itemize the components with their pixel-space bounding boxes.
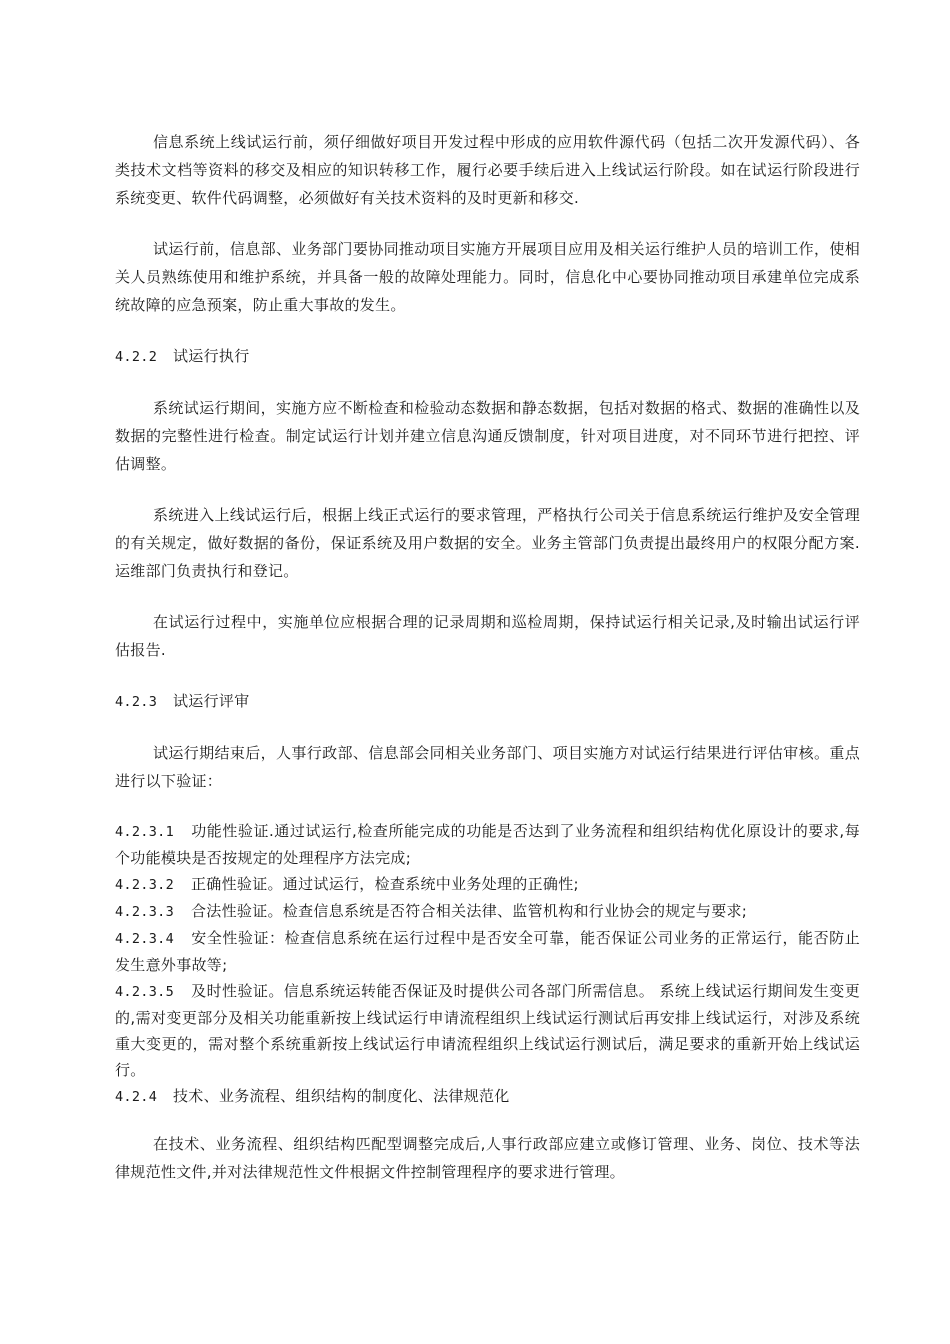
- item-number: 4.2.3.1: [115, 824, 174, 840]
- list-item: [115, 871, 860, 898]
- item-number: 4.2.3.3: [115, 904, 174, 920]
- section-title: 技术、业务流程、组织结构的制度化、法律规范化: [173, 1087, 510, 1105]
- paragraph-security: 系统进入上线试运行后，根据上线正式运行的要求管理，严格执行公司关于信息系统运行维护及安全管理的有关规定，做好数据的备份，保证系统及用户数据的安全。业务主管部门负责提出最终用户的权限分配方案.运维部门负责执行和登记。: [115, 506, 860, 580]
- section-title: 试运行评审: [173, 692, 250, 710]
- item-number: 4.2.3.5: [115, 984, 174, 1000]
- item-text: 正确性验证。通过试运行，检查系统中业务处理的正确性;: [191, 875, 579, 893]
- list-item: [115, 898, 860, 925]
- list-item: [115, 925, 860, 978]
- section-heading-4-2-2: [115, 342, 860, 371]
- paragraph-review: 试运行期结束后，人事行政部、信息部会同相关业务部门、项目实施方对试运行结果进行评估审核。重点进行以下验证：: [115, 744, 860, 790]
- item-number: 4.2.3.2: [115, 877, 174, 893]
- list-item: [115, 978, 860, 1083]
- section-heading-4-2-3: [115, 687, 860, 716]
- item-text: 及时性验证。信息系统运转能否保证及时提供公司各部门所需信息。 系统上线试运行期间发生变更的,需对变更部分及相关功能重新按上线试运行申请流程组织上线试运行测试后再安排上线试运行，对涉及系统重大变更的，需对整个系统重新按上线试运行申请流程组织上线试运行测试后，满足要求的重新开始上线试运行。: [115, 982, 860, 1079]
- section-number: 4.2.2: [115, 349, 158, 365]
- item-text: 功能性验证.通过试运行,检查所能完成的功能是否达到了业务流程和组织结构优化原设计的要求,每个功能模块是否按规定的处理程序方法完成;: [115, 822, 860, 867]
- paragraph-data-check: 系统试运行期间，实施方应不断检查和检验动态数据和静态数据，包括对数据的格式、数据的准确性以及数据的完整性进行检查。制定试运行计划并建立信息沟通反馈制度，针对项目进度，对不同环节进行把控、评估调整。: [115, 399, 860, 473]
- document-page: [115, 128, 860, 1209]
- section-title: 试运行执行: [173, 347, 250, 365]
- section-heading-4-2-4: [115, 1083, 860, 1110]
- list-item: [115, 818, 860, 871]
- section-number: 4.2.3: [115, 694, 158, 710]
- item-text: 安全性验证：检查信息系统在运行过程中是否安全可靠，能否保证公司业务的正常运行，能否防止发生意外事故等;: [115, 929, 860, 974]
- section-number: 4.2.4: [115, 1089, 158, 1105]
- paragraph-training: 试运行前，信息部、业务部门要协同推动项目实施方开展项目应用及相关运行维护人员的培训工作，使相关人员熟练使用和维护系统，并具备一般的故障处理能力。同时，信息化中心要协同推动项目承建单位完成系统故障的应急预案，防止重大事故的发生。: [115, 240, 860, 314]
- paragraph-regulation: 在技术、业务流程、组织结构匹配型调整完成后,人事行政部应建立或修订管理、业务、岗位、技术等法律规范性文件,并对法律规范性文件根据文件控制管理程序的要求进行管理。: [115, 1135, 860, 1181]
- item-number: 4.2.3.4: [115, 931, 174, 947]
- paragraph-handover: 信息系统上线试运行前，须仔细做好项目开发过程中形成的应用软件源代码（包括二次开发源代码）、各类技术文档等资料的移交及相应的知识转移工作，履行必要手续后进入上线试运行阶段。如在试运行阶段进行系统变更、软件代码调整，必须做好有关技术资料的及时更新和移交.: [115, 133, 860, 207]
- paragraph-records: 在试运行过程中，实施单位应根据合理的记录周期和巡检周期，保持试运行相关记录,及时输出试运行评估报告.: [115, 613, 860, 659]
- verification-list: [115, 818, 860, 1083]
- item-text: 合法性验证。检查信息系统是否符合相关法律、监管机构和行业协会的规定与要求;: [191, 902, 748, 920]
